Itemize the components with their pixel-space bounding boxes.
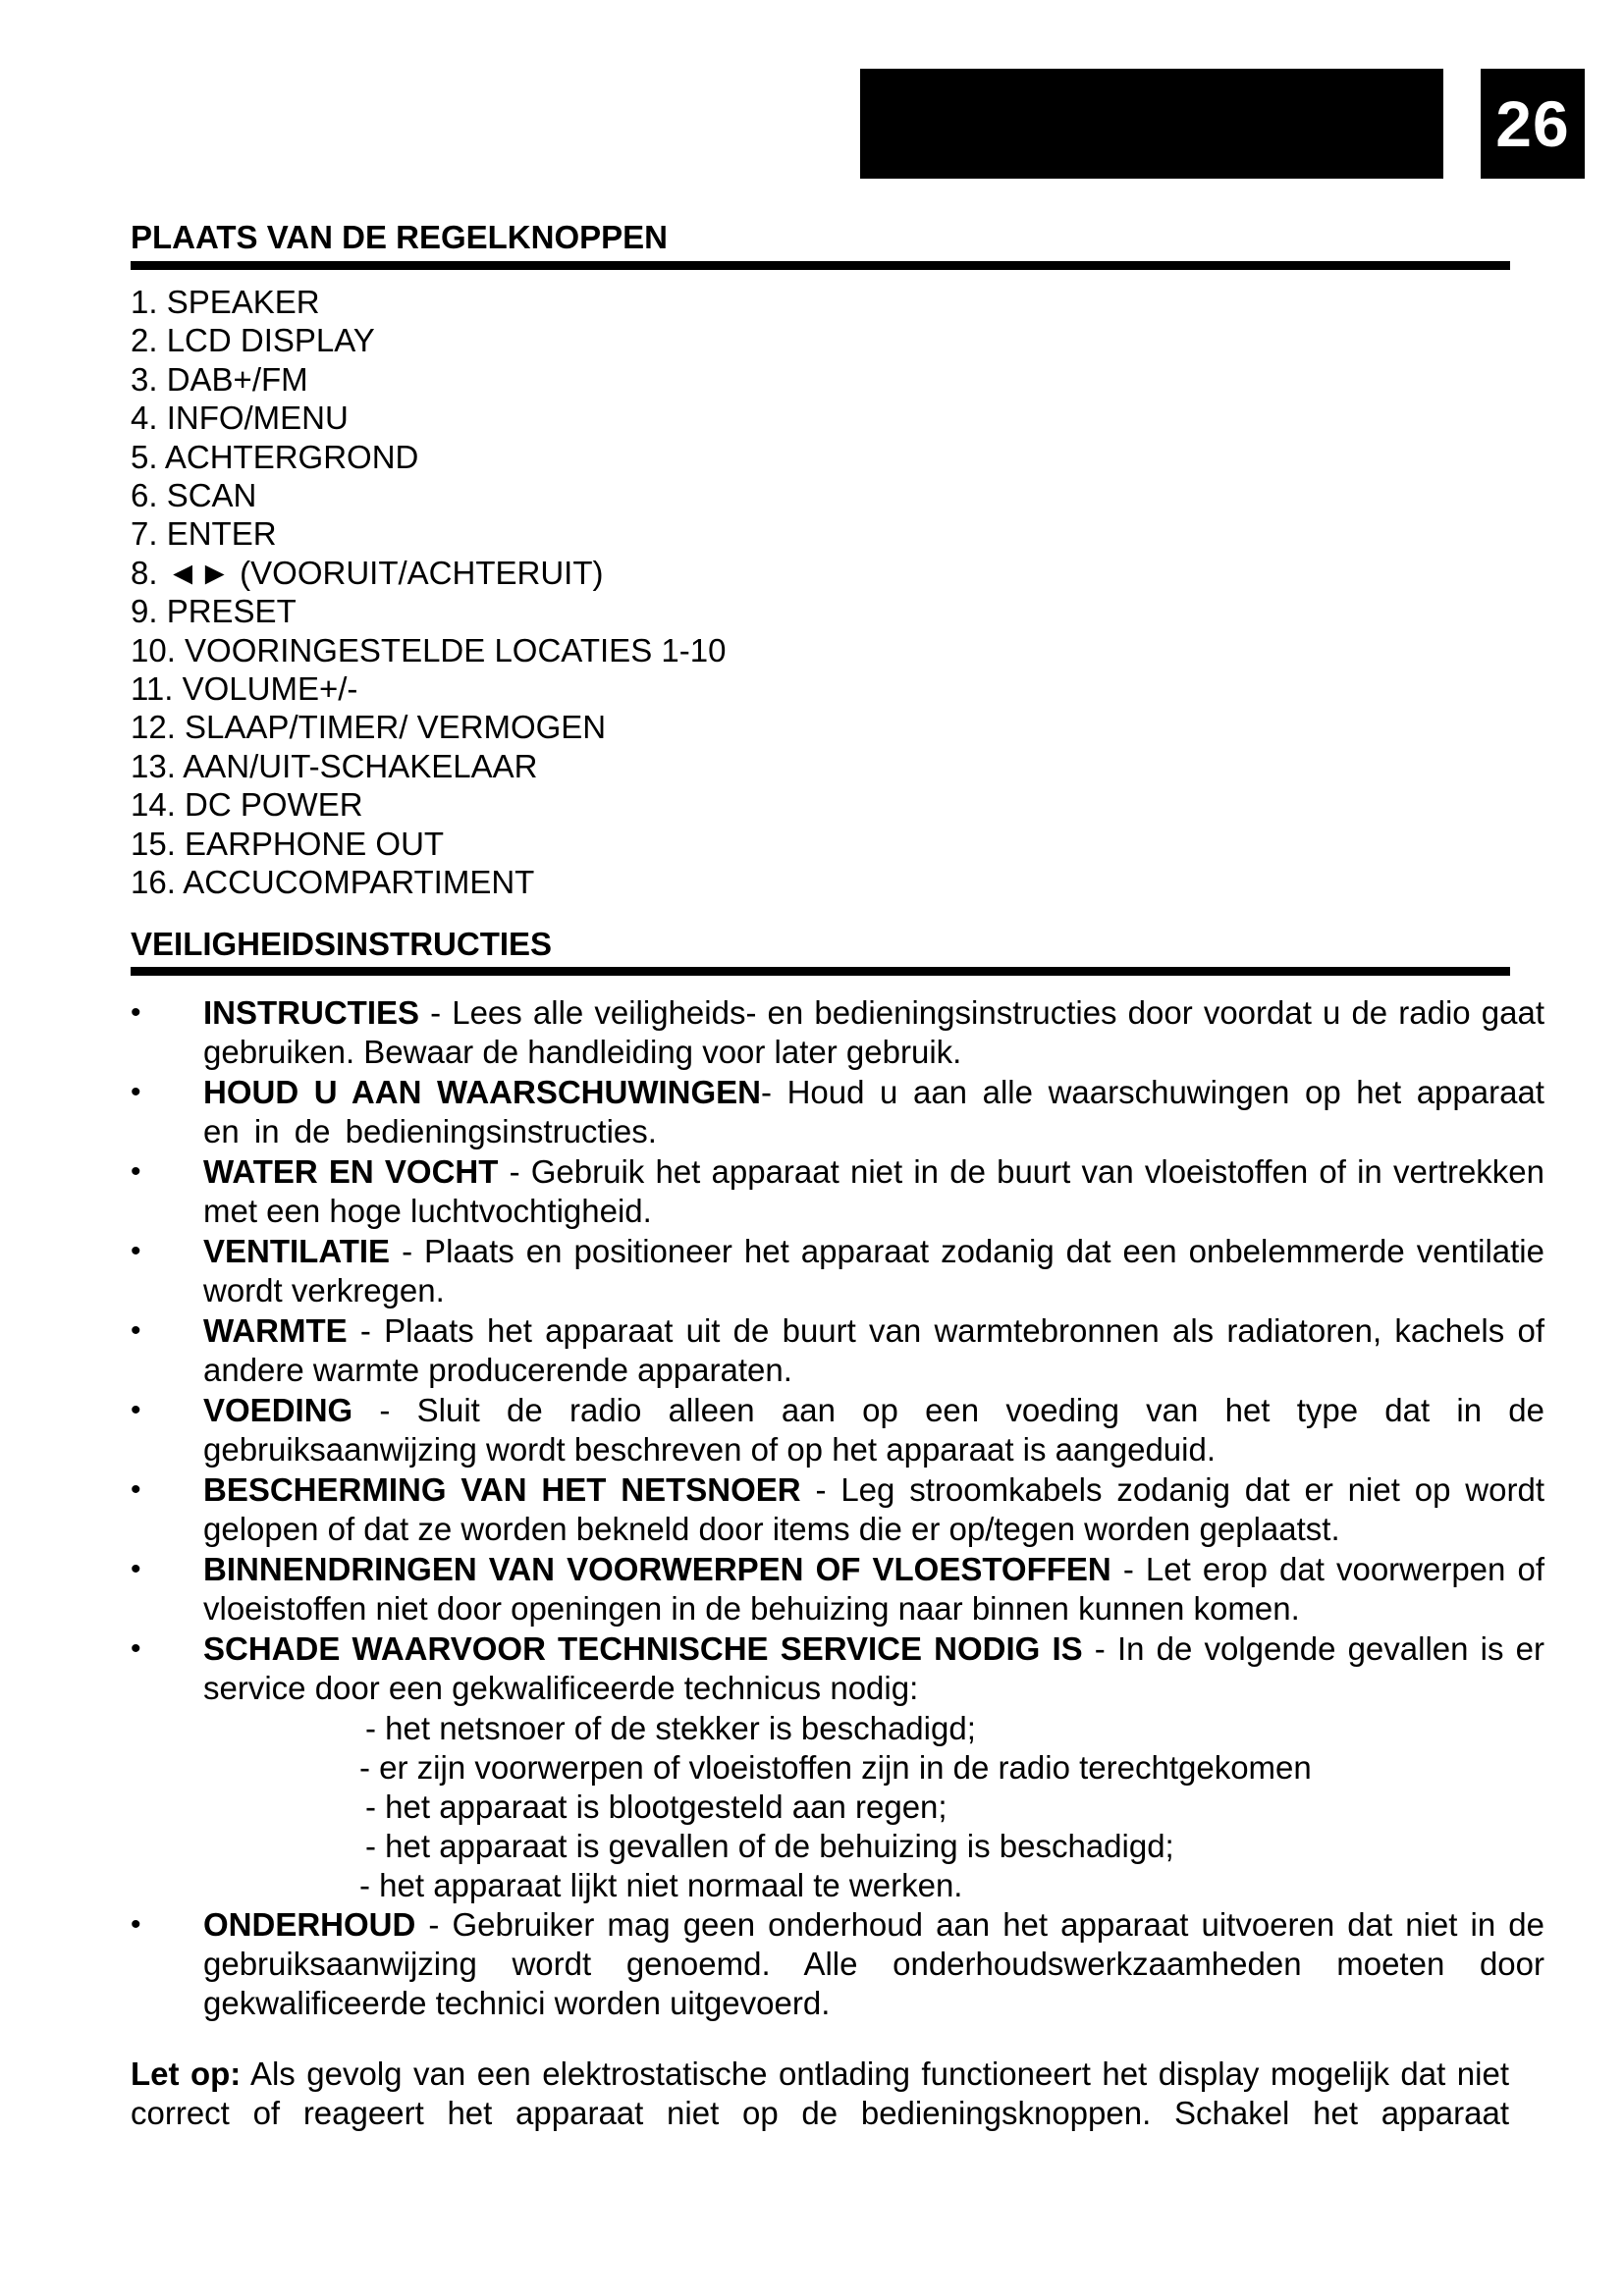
safety-item-text: - Leg stroomkabels zodanig dat er niet op wordt gelopen of dat ze worden bekneld door items die er op/tegen worden geplaatst.: [203, 1471, 1544, 1547]
safety-item: [131, 1232, 1544, 1310]
list-item: 5. ACHTERGROND: [131, 438, 419, 475]
bullet: •: [131, 1155, 141, 1188]
safety-item: [131, 1550, 1544, 1629]
safety-heading: VEILIGHEIDSINSTRUCTIES: [131, 926, 553, 962]
list-item: 12. SLAAP/TIMER/ VERMOGEN: [131, 709, 607, 746]
bullet: •: [131, 996, 141, 1029]
list-item: 13. AAN/UIT-SCHAKELAAR: [131, 747, 538, 784]
safety-item-text: - Plaats het apparaat uit de buurt van warmtebronnen als radiatoren, kachels of andere warmte producerende apparaten.: [203, 1312, 1544, 1388]
service-case: - het netsnoer of de stekker is beschadigd;: [365, 1710, 976, 1746]
list-item: 9. PRESET: [131, 593, 297, 630]
safety-item-title: VENTILATIE: [203, 1233, 391, 1269]
safety-item-text: - Let erop dat voorwerpen of vloeistoffen niet door openingen in de behuizing naar binnen kunnen komen.: [203, 1551, 1545, 1627]
safety-item: [131, 1391, 1544, 1469]
service-case: - het apparaat is gevallen of de behuizing is beschadigd;: [365, 1828, 1174, 1864]
page-number: 26: [1481, 69, 1585, 179]
controls-heading: PLAATS VAN DE REGELKNOPPEN: [131, 219, 668, 255]
safety-item: [131, 1629, 1544, 1708]
safety-item-text: - Lees alle veiligheids- en bedieningsinstructies door voordat u de radio gaat gebruiken. Bewaar de handleiding voor later gebruik.: [203, 994, 1544, 1070]
bullet: •: [131, 1394, 141, 1426]
safety-item-title: ONDERHOUD: [203, 1906, 416, 1943]
bullet: •: [131, 1235, 141, 1267]
safety-list: [131, 993, 1544, 2024]
safety-item-title: HOUD U AAN WAARSCHUWINGEN: [203, 1074, 761, 1110]
list-item: 8. ◄► (VOORUIT/ACHTERUIT): [131, 554, 604, 591]
safety-item: [131, 1311, 1544, 1390]
bullet: •: [131, 1632, 141, 1665]
note-paragraph: [131, 2055, 1509, 2133]
controls-list: [131, 283, 1407, 902]
list-item: 16. ACCUCOMPARTIMENT: [131, 864, 535, 901]
bullet: •: [131, 1908, 141, 1941]
list-item: 6. SCAN: [131, 477, 257, 514]
safety-heading-rule: [131, 967, 1510, 976]
list-item: 14. DC POWER: [131, 786, 363, 824]
safety-item-text: - Sluit de radio alleen aan op een voeding van het type dat in de gebruiksaanwijzing wordt beschreven of op het apparaat is aangeduid.: [203, 1392, 1544, 1468]
safety-item-text: - In de volgende gevallen is er service door een gekwalificeerde technicus nodig:: [203, 1630, 1544, 1706]
safety-item: [131, 993, 1544, 1072]
safety-item-title: INSTRUCTIES: [203, 994, 420, 1031]
safety-item: [131, 1073, 1544, 1151]
service-case: - het apparaat lijkt niet normaal te werken.: [359, 1867, 963, 1903]
note-label: Let op:: [131, 2056, 242, 2092]
service-case: - er zijn voorwerpen of vloeistoffen zijn in de radio terechtgekomen: [359, 1749, 1312, 1786]
list-item: 1. SPEAKER: [131, 284, 320, 320]
safety-item: [131, 1905, 1544, 2023]
safety-item: [131, 1470, 1544, 1549]
safety-item-title: BESCHERMING VAN HET NETSNOER: [203, 1471, 801, 1508]
list-item: 2. LCD DISPLAY: [131, 322, 375, 359]
safety-item-title: SCHADE WAARVOOR TECHNISCHE SERVICE NODIG IS: [203, 1630, 1083, 1667]
safety-item-title: BINNENDRINGEN VAN VOORWERPEN OF VLOESTOFFEN: [203, 1551, 1111, 1587]
note-text: Als gevolg van een elektrostatische ontlading functioneert het display mogelijk dat niet correct of reageert het apparaat niet op de bedieningsknoppen. Schakel het apparaat: [131, 2056, 1509, 2131]
header-bar: [860, 69, 1443, 179]
service-case: - het apparaat is blootgesteld aan regen;: [365, 1789, 947, 1825]
list-item: 15. EARPHONE OUT: [131, 825, 445, 862]
list-item: 4. INFO/MENU: [131, 400, 349, 437]
list-item: 3. DAB+/FM: [131, 360, 308, 398]
safety-item-title: WATER EN VOCHT: [203, 1153, 499, 1190]
bullet: •: [131, 1473, 141, 1506]
bullet: •: [131, 1553, 141, 1585]
bullet: •: [131, 1314, 141, 1347]
safety-item: [131, 1152, 1544, 1231]
service-cases: [131, 1709, 1544, 1905]
list-item: 11. VOLUME+/-: [131, 670, 358, 708]
list-item: 10. VOORINGESTELDE LOCATIES 1-10: [131, 631, 727, 668]
safety-item-text: - Plaats en positioneer het apparaat zodanig dat een onbelemmerde ventilatie wordt verkregen.: [203, 1233, 1544, 1308]
list-item: 7. ENTER: [131, 515, 277, 553]
safety-item-title: VOEDING: [203, 1392, 353, 1428]
safety-item-title: WARMTE: [203, 1312, 348, 1349]
safety-item-text: - Gebruik het apparaat niet in de buurt van vloeistoffen of in vertrekken met een hoge luchtvochtigheid.: [203, 1153, 1545, 1229]
safety-item-text: - Gebruiker mag geen onderhoud aan het apparaat uitvoeren dat niet in de gebruiksaanwijzing wordt genoemd. Alle onderhoudswerkzaamheden moeten door gekwalificeerde technici worden uitgevoerd.: [203, 1906, 1544, 2021]
controls-heading-rule: [131, 261, 1510, 270]
safety-item-text: - Houd u aan alle waarschuwingen op het apparaat en in de bedieningsinstructies.: [203, 1074, 1544, 1149]
bullet: •: [131, 1076, 141, 1108]
